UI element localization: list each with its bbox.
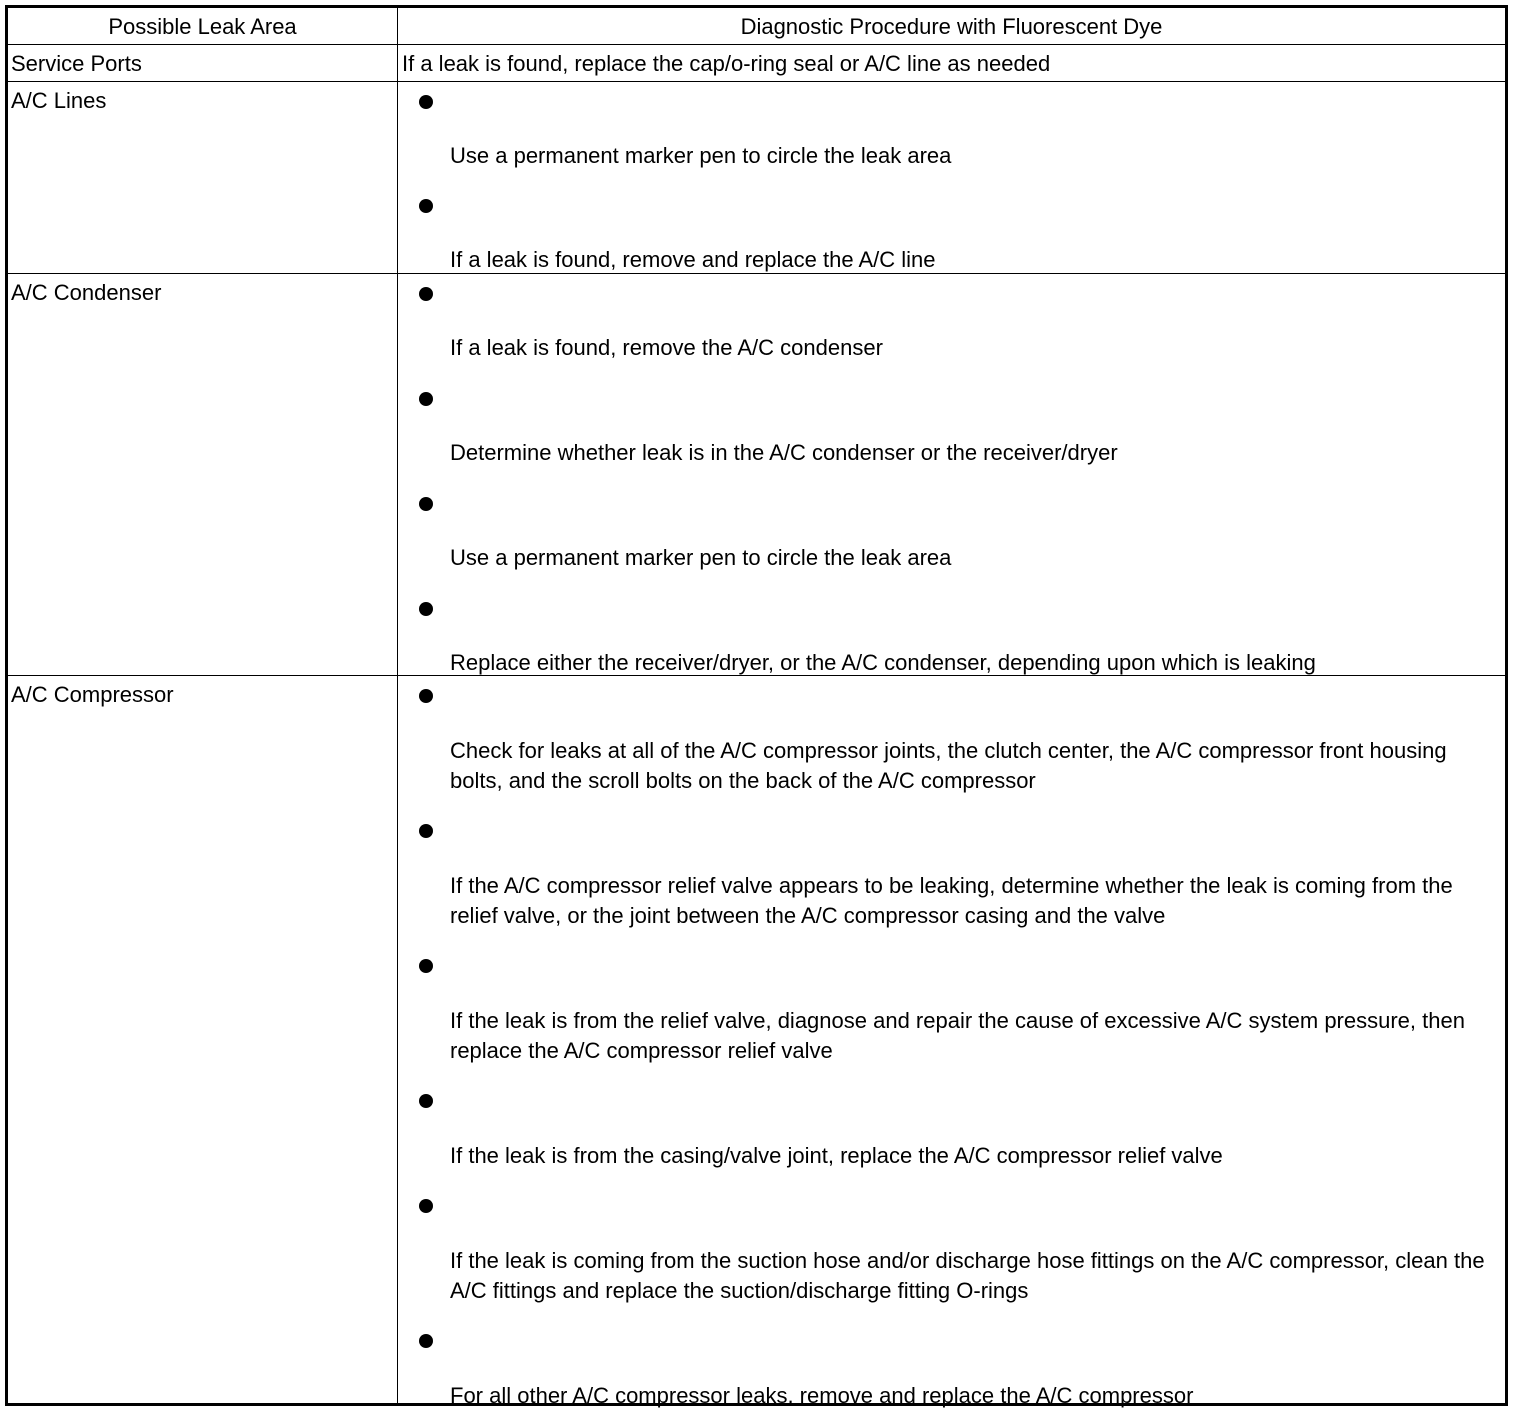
bullet-icon — [419, 959, 433, 973]
procedure-step: If a leak is found, remove and replace the A/C line — [450, 247, 936, 272]
column-divider — [397, 45, 398, 81]
bullet-icon — [419, 1094, 433, 1108]
column-divider — [397, 274, 398, 675]
column-divider — [397, 676, 398, 1403]
procedure-step: Replace either the receiver/dryer, or the A/C condenser, depending upon which is leaking — [450, 650, 1316, 675]
procedure-step: Use a permanent marker pen to circle the leak area — [450, 143, 952, 168]
table-header-row — [8, 8, 1505, 45]
bullet-icon — [419, 392, 433, 406]
header-diagnostic-procedure: Diagnostic Procedure with Fluorescent Dye — [740, 14, 1163, 39]
procedure-step: Use a permanent marker pen to circle the leak area — [450, 545, 952, 570]
leak-area-label: Service Ports — [11, 51, 142, 76]
column-divider — [397, 82, 398, 273]
diagnostic-table — [5, 5, 1508, 1406]
bullet-icon — [419, 497, 433, 511]
bullet-icon — [419, 602, 433, 616]
bullet-icon — [419, 689, 433, 703]
bullet-icon — [419, 287, 433, 301]
procedure-step: If a leak is found, remove the A/C condenser — [450, 335, 883, 360]
table-row-ac-condenser — [8, 274, 1505, 676]
header-possible-leak-area: Possible Leak Area — [108, 14, 297, 39]
table-row-service-ports — [8, 45, 1505, 82]
bullet-icon — [419, 824, 433, 838]
bullet-icon — [419, 1334, 433, 1348]
bullet-icon — [419, 199, 433, 213]
bullet-icon — [419, 1199, 433, 1213]
procedure-step: Determine whether leak is in the A/C condenser or the receiver/dryer — [450, 440, 1118, 465]
procedure-step: Check for leaks at all of the A/C compressor joints, the clutch center, the A/C compressor front housing bolts, and the scroll bolts on the back of the A/C compressor — [450, 738, 1447, 793]
leak-area-label: A/C Lines — [11, 88, 107, 113]
procedure-text: If a leak is found, replace the cap/o-ring seal or A/C line as needed — [402, 51, 1051, 76]
bullet-icon — [419, 95, 433, 109]
leak-area-label: A/C Compressor — [11, 682, 174, 707]
procedure-step: If the leak is from the casing/valve joint, replace the A/C compressor relief valve — [450, 1143, 1223, 1168]
leak-area-label: A/C Condenser — [11, 280, 162, 305]
table-row-ac-lines — [8, 82, 1505, 274]
procedure-step: For all other A/C compressor leaks, remove and replace the A/C compressor — [450, 1383, 1194, 1408]
procedure-step: If the leak is from the relief valve, diagnose and repair the cause of excessive A/C system pressure, then replace the A/C compressor relief valve — [450, 1008, 1465, 1063]
procedure-step: If the A/C compressor relief valve appears to be leaking, determine whether the leak is coming from the relief valve, or the joint between the A/C compressor casing and the valve — [450, 873, 1453, 928]
table-row-ac-compressor — [8, 676, 1505, 1408]
procedure-step: If the leak is coming from the suction hose and/or discharge hose fittings on the A/C compressor, clean the A/C fittings and replace the suction/discharge fitting O-rings — [450, 1248, 1485, 1303]
